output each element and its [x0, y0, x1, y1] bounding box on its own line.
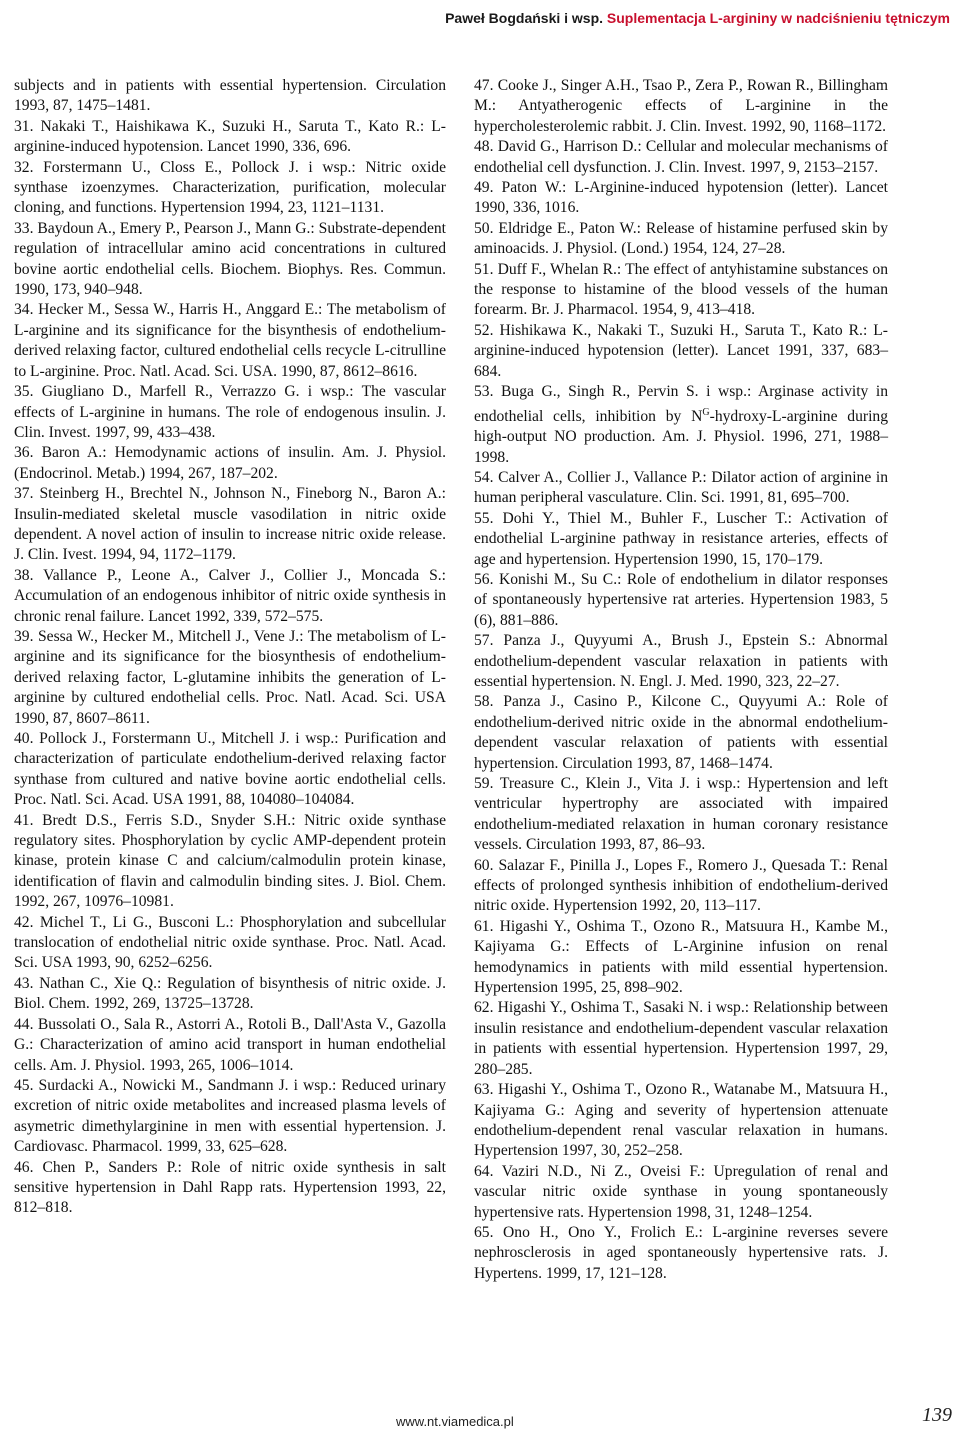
reference-item: 46. Chen P., Sanders P.: Role of nitric oxide synthesis in salt sensitive hypertension in Dahl Rapp rats. Hypertension 1993, 22, 812–818. — [14, 1158, 446, 1217]
reference-item: 63. Higashi Y., Oshima T., Ozono R., Watanabe M., Matsuura H., Kajiyama G.: Aging and severity of hypertension attenuate endothelium-dependent renal vascular relaxation in humans. Hypertension 1997, 30, 252–258. — [474, 1081, 888, 1160]
reference-item: 42. Michel T., Li G., Busconi L.: Phosphorylation and subcellular translocation of endothelial nitric oxide synthase. Proc. Natl. Acad. Sci. USA 1993, 90, 6252–6256. — [14, 913, 446, 972]
reference-item: 64. Vaziri N.D., Ni Z., Oveisi F.: Upregulation of renal and vascular nitric oxide synthase in young spontaneously hypertensive rats. Hypertension 1998, 31, 1248–1254. — [474, 1162, 888, 1221]
reference-item: 32. Forstermann U., Closs E., Pollock J. i wsp.: Nitric oxide synthase izoenzymes. Characterization, purification, molecular cloning, and functions. Hypertension 1994, 23, 1121–1131. — [14, 158, 446, 217]
reference-item: 58. Panza J., Casino P., Kilcone C., Quyyumi A.: Role of endothelium-derived nitric oxide in the abnormal endothelium-dependent vascular relaxation of patients with essential hypertension. Circulation 1993, 87, 1468–1474. — [474, 693, 888, 772]
reference-item: 62. Higashi Y., Oshima T., Sasaki N. i wsp.: Relationship between insulin resistance and endothelium-dependent vascular relaxation in patients with essential hypertension. Hypertension 1997, 29, 280–285. — [474, 999, 888, 1078]
reference-item: 48. David G., Harrison D.: Cellular and molecular mechanisms of endothelial cell dysfunction. J. Clin. Invest. 1997, 9, 2153–2157. — [474, 138, 888, 176]
footer-url[interactable]: www.nt.viamedica.pl — [396, 1414, 514, 1429]
header-authors: Paweł Bogdański i wsp. — [445, 9, 604, 26]
reference-item: 44. Bussolati O., Sala R., Astorri A., Rotoli B., Dall'Asta V., Gazolla G.: Characterization of amino acid transport in human endothelial cells. Am. J. Physiol. 1993, 265, 1006–1014. — [14, 1015, 446, 1074]
running-header — [0, 0, 960, 35]
reference-item: 60. Salazar F., Pinilla J., Lopes F., Romero J., Quesada T.: Renal effects of prolonged synthesis inhibition of endothelium-derived nitric oxide. Hypertension 1992, 20, 113–117. — [474, 856, 888, 915]
reference-item: 52. Hishikawa K., Nakaki T., Suzuki H., Saruta T., Kato R.: L-arginine-induced hypotension (letter). Lancet 1991, 337, 683–684. — [474, 321, 888, 380]
reference-item: 47. Cooke J., Singer A.H., Tsao P., Zera P., Rowan R., Billingham M.: Antyatherogenic effects of L-arginine in the hypercholesterolemic rabbit. J. Clin. Invest. 1992, 90, 1168–1172. — [474, 77, 888, 135]
superscript: G — [702, 406, 710, 418]
reference-item: 55. Dohi Y., Thiel M., Buhler F., Luscher T.: Activation of endothelial L-arginine pathway in resistance arteries, effects of age and hypertension. Hypertension 1990, 15, 170–179. — [474, 509, 888, 568]
page-number: 139 — [922, 1404, 952, 1426]
reference-item: 34. Hecker M., Sessa W., Harris H., Anggard E.: The metabolism of L-arginine and its significance for the bisynthesis of endothelium-derived relaxing factor, cultured endothelial cells recycle L-citrulline to L-arginine. Proc. Natl. Acad. Sci. USA. 1990, 87, 8612–8616. — [14, 301, 446, 380]
reference-item: subjects and in patients with essential hypertension. Circulation 1993, 87, 1475–1481. — [14, 77, 446, 115]
reference-item: 41. Bredt D.S., Ferris S.D., Snyder S.H.: Nitric oxide synthase regulatory sites. Phosphorylation by cyclic AMP-dependent protein kinase, protein kinase C and calcium/calmodulin protein kinase, identification of flavin and calmodulin binding sites. J. Biol. Chem. 1992, 267, 10976–10981. — [14, 811, 446, 911]
reference-item: 36. Baron A.: Hemodynamic actions of insulin. Am. J. Physiol. (Endocrinol. Metab.) 1994, 267, 187–202. — [14, 444, 446, 482]
reference-item: 31. Nakaki T., Haishikawa K., Suzuki H., Saruta T., Kato R.: L-arginine-induced hypotension. Lancet 1990, 336, 696. — [14, 117, 446, 156]
reference-item: 49. Paton W.: L-Arginine-induced hypotension (letter). Lancet 1990, 336, 1016. — [474, 179, 888, 217]
references-left-column — [14, 76, 446, 1219]
reference-item: 57. Panza J., Quyyumi A., Brush J., Epstein S.: Abnormal endothelium-dependent vascular relaxation in patients with essential hypertension. N. Engl. J. Med. 1990, 323, 22–27. — [474, 632, 888, 690]
references-right-column — [474, 76, 888, 1284]
reference-item: 39. Sessa W., Hecker M., Mitchell J., Vene J.: The metabolism of L-arginine and its significance for the biosynthesis of endothelium-derived relaxing factor, L-glutamine inhibits the generation of L-arginine by cultured endothelial cells. Proc. Natl. Acad. Sci. USA 1990, 87, 8607–8611. — [14, 627, 446, 727]
reference-item: 50. Eldridge E., Paton W.: Release of histamine perfused skin by aminoacids. J. Physiol. (Lond.) 1954, 124, 27–28. — [474, 219, 888, 258]
reference-item: 45. Surdacki A., Nowicki M., Sandmann J. i wsp.: Reduced urinary excretion of nitric oxide metabolites and increased plasma levels of asymetric dimethylarginine in men with essential hypertension. J. Cardiovasc. Pharmacol. 1999, 33, 625–628. — [14, 1076, 446, 1156]
header-text — [445, 10, 960, 26]
reference-item: 56. Konishi M., Su C.: Role of endothelium in dilator responses of spontaneously hypertensive rat arteries. Hypertension 1983, 5 (6), 881–886. — [474, 570, 888, 629]
reference-item: 61. Higashi Y., Oshima T., Ozono R., Matsuura H., Kambe M., Kajiyama G.: Effects of L-Arginine infusion on renal hemodynamics in patients with mild essential hypertension. Hypertension 1995, 25, 898–902. — [474, 917, 888, 997]
header-title: Suplementacja L-argininy w nadciśnieniu tętniczym — [606, 9, 950, 26]
reference-item: 53. Buga G., Singh R., Pervin S. i wsp.: Arginase activity in endothelial cells, inhibition by $N^G-hydroxy-L$-arginine during high-output NO production. Am. J. Physiol. 1996, 271, 1988–1998. — [474, 383, 889, 466]
reference-item: 40. Pollock J., Forstermann U., Mitchell J. i wsp.: Purification and characterization of particulate endothelium-derived relaxing factor synthase from cultured and native bovine aortic endothelial cells. Proc. Natl. Sci. Acad. USA 1991, 88, 104080–104084. — [14, 730, 446, 809]
reference-item: 51. Duff F., Whelan R.: The effect of antyhistamine substances on the response to histamine of the blood vessels of the human forearm. Br. J. Pharmacol. 1954, 9, 413–418. — [474, 260, 888, 319]
reference-item: 38. Vallance P., Leone A., Calver J., Collier J., Moncada S.: Accumulation of an endogenous inhibitor of nitric oxide synthesis in chronic renal failure. Lancet 1992, 339, 572–575. — [14, 566, 446, 625]
reference-item: 35. Giugliano D., Marfell R., Verrazzo G. i wsp.: The vascular effects of L-arginine in humans. The role of endogenous insulin. J. Clin. Invest. 1997, 99, 433–438. — [14, 383, 446, 441]
reference-item: 65. Ono H., Ono Y., Frolich E.: L-arginine reverses severe nephrosclerosis in aged spontaneously hypertensive rats. J. Hypertens. 1999, 17, 121–128. — [474, 1223, 888, 1282]
reference-item: 54. Calver A., Collier J., Vallance P.: Dilator action of arginine in human peripheral vasculature. Clin. Sci. 1991, 81, 695–700. — [474, 468, 888, 507]
reference-item: 59. Treasure C., Klein J., Vita J. i wsp.: Hypertension and left ventricular hypertrophy are associated with impaired endothelium-mediated relaxation in human coronary resistance vessels. Circulation 1993, 87, 86–93. — [474, 775, 888, 854]
reference-item: 33. Baydoun A., Emery P., Pearson J., Mann G.: Substrate-dependent regulation of intracellular amino acid concentrations in cultured bovine aortic endothelial cells. Biochem. Biophys. Res. Commun. 1990, 173, 940–948. — [14, 219, 446, 299]
reference-item: 37. Steinberg H., Brechtel N., Johnson N., Fineborg N., Baron A.: Insulin-mediated skeletal muscle vasodilation in nitric oxide dependent. A novel action of insulin to increase nitric oxide release. J. Clin. Ivest. 1994, 94, 1172–1179. — [14, 485, 446, 564]
reference-item: 43. Nathan C., Xie Q.: Regulation of bisynthesis of nitric oxide. J. Biol. Chem. 1992, 269, 13725–13728. — [14, 974, 446, 1013]
